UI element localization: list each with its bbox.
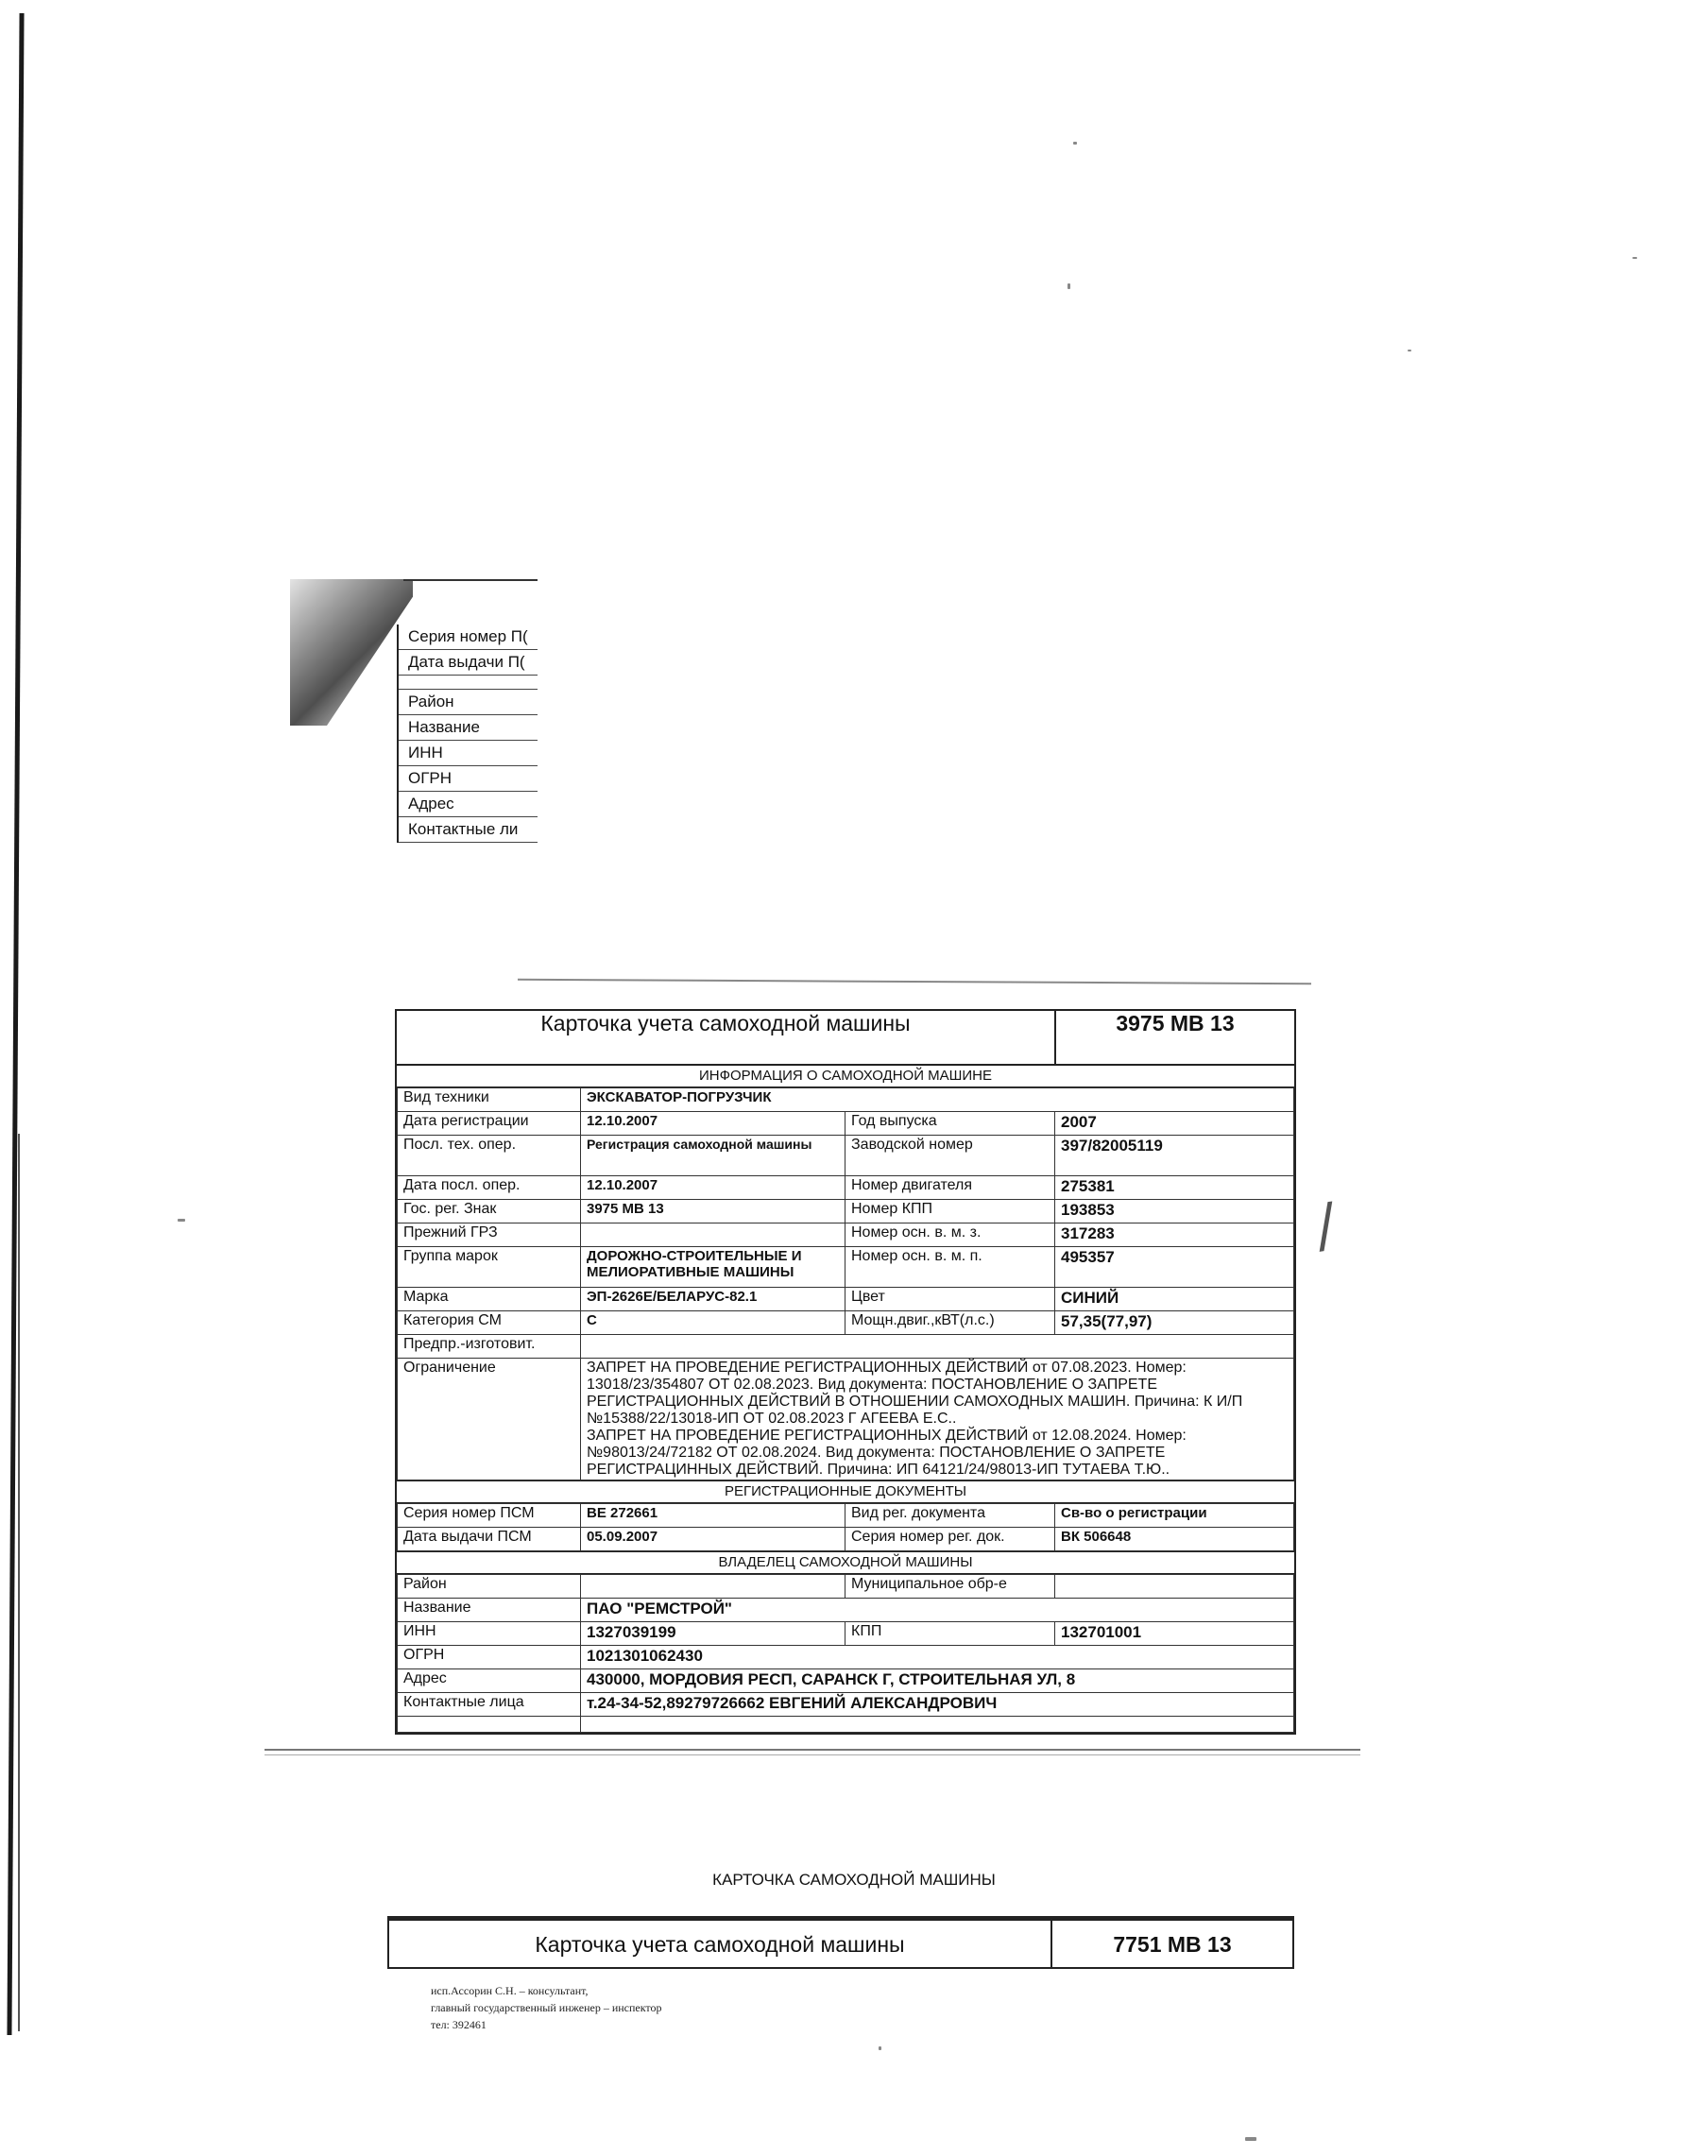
label-cell: Марка	[398, 1288, 581, 1311]
label-cell: Группа марок	[398, 1247, 581, 1288]
fragment-row: Адрес	[399, 792, 538, 817]
restriction-cell	[581, 1359, 1294, 1480]
value-cell: 275381	[1055, 1176, 1294, 1200]
label-cell: Гос. рег. Знак	[398, 1200, 581, 1223]
fragment-row: Серия номер П(	[399, 625, 538, 650]
table-row	[398, 1504, 1294, 1528]
label-cell: Год выпуска	[845, 1112, 1055, 1136]
restriction-text: ЗАПРЕТ НА ПРОВЕДЕНИЕ РЕГИСТРАЦИОННЫХ ДЕЙСТВИЙ от 12.08.2024. Номер: №98013/24/72182 ОТ 02.08.2024. Вид документа: ПОСТАНОВЛЕНИЕ О ЗАПРЕТЕ РЕГИСТРАЦИННЫХ ДЕЙСТВИЙ. Причина: ИП 64121/24/98013-ИП ТУТАЕВА Т.Ю..	[587, 1428, 1187, 1478]
fragment-row: ИНН	[399, 741, 538, 766]
scan-speck	[1632, 257, 1637, 259]
scan-edge	[7, 13, 24, 2035]
label-cell: Адрес	[398, 1669, 581, 1693]
card-title: Карточка учета самоходной машины	[389, 1921, 1052, 1967]
value-cell: 05.09.2007	[581, 1528, 845, 1551]
value-cell: ЭКСКАВАТОР-ПОГРУЗЧИК	[581, 1088, 1294, 1112]
value-cell: т.24-34-52,89279726662 ЕВГЕНИЙ АЛЕКСАНДРОВИЧ	[581, 1693, 1294, 1717]
scan-line	[518, 979, 1311, 984]
label-cell: Серия номер ПСМ	[398, 1504, 581, 1528]
label-cell: Номер двигателя	[845, 1176, 1055, 1200]
table-row	[398, 1335, 1294, 1359]
label-cell: КПП	[845, 1622, 1055, 1646]
section-caption: КАРТОЧКА САМОХОДНОЙ МАШИНЫ	[712, 1871, 996, 1889]
vehicle-card	[395, 1009, 1296, 1735]
folded-corner	[290, 579, 413, 726]
table-row	[398, 1311, 1294, 1335]
label-cell: Вид техники	[398, 1088, 581, 1112]
fragment-row: Название	[399, 715, 538, 741]
value-cell: С	[581, 1311, 845, 1335]
handwritten-check-mark: /	[1310, 1189, 1341, 1261]
signature-line: главный государственный инженер – инспектор	[431, 2001, 662, 2014]
owner-table	[397, 1574, 1294, 1733]
value-cell: 12.10.2007	[581, 1112, 845, 1136]
value-cell: 132701001	[1055, 1622, 1294, 1646]
label-cell: Номер осн. в. м. п.	[845, 1247, 1055, 1288]
value-cell	[581, 1223, 845, 1247]
value-cell: 12.10.2007	[581, 1176, 845, 1200]
fragment-table	[397, 625, 538, 843]
table-row	[398, 1669, 1294, 1693]
folded-fragment	[290, 579, 538, 900]
label-cell: Дата посл. опер.	[398, 1176, 581, 1200]
label-cell: Цвет	[845, 1288, 1055, 1311]
fragment-row: Дата выдачи П(	[399, 650, 538, 676]
table-row	[398, 1646, 1294, 1669]
restriction-text: ЗАПРЕТ НА ПРОВЕДЕНИЕ РЕГИСТРАЦИОННЫХ ДЕЙСТВИЙ от 07.08.2023. Номер: 13018/23/354807 ОТ 02.08.2023. Вид документа: ПОСТАНОВЛЕНИЕ О ЗАПРЕТЕ РЕГИСТРАЦИОННЫХ ДЕЙСТВИЙ В ОТНОШЕНИИ САМОХОДНЫХ МАШИН. Причина: К И/П №15388/22/13018-ИП ОТ 02.08.2023 Г АГЕЕВА Е.С..	[587, 1360, 1243, 1427]
value-cell: СИНИЙ	[1055, 1288, 1294, 1311]
signature-block	[431, 1982, 662, 2033]
table-row	[398, 1359, 1294, 1480]
table-row	[398, 1693, 1294, 1717]
label-cell: Посл. тех. опер.	[398, 1136, 581, 1176]
table-row	[398, 1575, 1294, 1599]
value-cell: ЭП-2626Е/БЕЛАРУС-82.1	[581, 1288, 845, 1311]
table-row	[398, 1112, 1294, 1136]
card-title: Карточка учета самоходной машины	[397, 1011, 1056, 1064]
label-cell	[398, 1717, 581, 1733]
table-row	[398, 1528, 1294, 1551]
label-cell: Предпр.-изготовит.	[398, 1335, 581, 1359]
scan-speck	[178, 1219, 185, 1222]
scan-edge-shadow	[18, 1134, 20, 2031]
info-table	[397, 1087, 1294, 1480]
scan-line	[265, 1754, 1360, 1755]
value-cell: 495357	[1055, 1247, 1294, 1288]
label-cell: Дата выдачи ПСМ	[398, 1528, 581, 1551]
value-cell: 317283	[1055, 1223, 1294, 1247]
table-row	[398, 1717, 1294, 1733]
value-cell: ПАО "РЕМСТРОЙ"	[581, 1599, 1294, 1622]
label-cell: Дата регистрации	[398, 1112, 581, 1136]
label-cell: Номер осн. в. м. з.	[845, 1223, 1055, 1247]
docs-table	[397, 1503, 1294, 1551]
label-cell: Серия номер рег. док.	[845, 1528, 1055, 1551]
label-cell: Муниципальное обр-е	[845, 1575, 1055, 1599]
value-cell: ДОРОЖНО-СТРОИТЕЛЬНЫЕ И МЕЛИОРАТИВНЫЕ МАШИНЫ	[581, 1247, 845, 1288]
fragment-row: Контактные ли	[399, 817, 538, 843]
table-row	[398, 1247, 1294, 1288]
table-row	[398, 1288, 1294, 1311]
value-cell	[1055, 1575, 1294, 1599]
label-cell: Вид рег. документа	[845, 1504, 1055, 1528]
table-row	[398, 1599, 1294, 1622]
label-cell: Ограничение	[398, 1359, 581, 1480]
value-cell: ВЕ 272661	[581, 1504, 845, 1528]
value-cell: 57,35(77,97)	[1055, 1311, 1294, 1335]
section-docs-heading: РЕГИСТРАЦИОННЫЕ ДОКУМЕНТЫ	[397, 1480, 1294, 1503]
card-number: 7751 MB 13	[1113, 1932, 1232, 1957]
table-row	[398, 1176, 1294, 1200]
value-cell: 397/82005119	[1055, 1136, 1294, 1176]
value-cell: 1327039199	[581, 1622, 845, 1646]
card-header	[397, 1011, 1294, 1066]
value-cell: Св-во о регистрации	[1055, 1504, 1294, 1528]
value-cell: 1021301062430	[581, 1646, 1294, 1669]
value-cell: Регистрация самоходной машины	[581, 1136, 845, 1176]
table-row	[398, 1088, 1294, 1112]
fragment-row: ОГРН	[399, 766, 538, 792]
fragment-row	[399, 676, 538, 690]
table-row	[398, 1622, 1294, 1646]
signature-line: тел: 392461	[431, 2018, 487, 2031]
scan-speck	[1073, 142, 1077, 145]
fragment-top-line	[403, 579, 538, 581]
label-cell: Название	[398, 1599, 581, 1622]
table-row	[398, 1223, 1294, 1247]
value-cell: 2007	[1055, 1112, 1294, 1136]
label-cell: Прежний ГРЗ	[398, 1223, 581, 1247]
card-number: 3975 MB 13	[1116, 1011, 1235, 1035]
signature-line: исп.Ассорин С.Н. – консультант,	[431, 1984, 589, 1997]
second-card-header	[387, 1916, 1294, 1969]
scan-speck	[1408, 350, 1411, 351]
label-cell: Номер КПП	[845, 1200, 1055, 1223]
table-row	[398, 1136, 1294, 1176]
label-cell: Мощн.двиг.,кВТ(л.с.)	[845, 1311, 1055, 1335]
section-owner-heading: ВЛАДЕЛЕЦ САМОХОДНОЙ МАШИНЫ	[397, 1551, 1294, 1574]
value-cell	[581, 1335, 1294, 1359]
label-cell: Заводской номер	[845, 1136, 1055, 1176]
label-cell: Контактные лица	[398, 1693, 581, 1717]
label-cell: ИНН	[398, 1622, 581, 1646]
table-row	[398, 1200, 1294, 1223]
value-cell: 3975 MB 13	[581, 1200, 845, 1223]
section-info-heading: ИНФОРМАЦИЯ О САМОХОДНОЙ МАШИНЕ	[397, 1066, 1294, 1087]
fragment-row: Район	[399, 690, 538, 715]
label-cell: Категория СМ	[398, 1311, 581, 1335]
value-cell: 193853	[1055, 1200, 1294, 1223]
value-cell: 430000, МОРДОВИЯ РЕСП, САРАНСК Г, СТРОИТЕЛЬНАЯ УЛ, 8	[581, 1669, 1294, 1693]
scan-line	[265, 1749, 1360, 1751]
value-cell: ВК 506648	[1055, 1528, 1294, 1551]
scan-speck	[1245, 2137, 1256, 2141]
scan-speck	[1068, 283, 1070, 289]
label-cell: Район	[398, 1575, 581, 1599]
value-cell	[581, 1575, 845, 1599]
value-cell	[581, 1717, 1294, 1733]
label-cell: ОГРН	[398, 1646, 581, 1669]
scan-speck	[879, 2046, 881, 2050]
